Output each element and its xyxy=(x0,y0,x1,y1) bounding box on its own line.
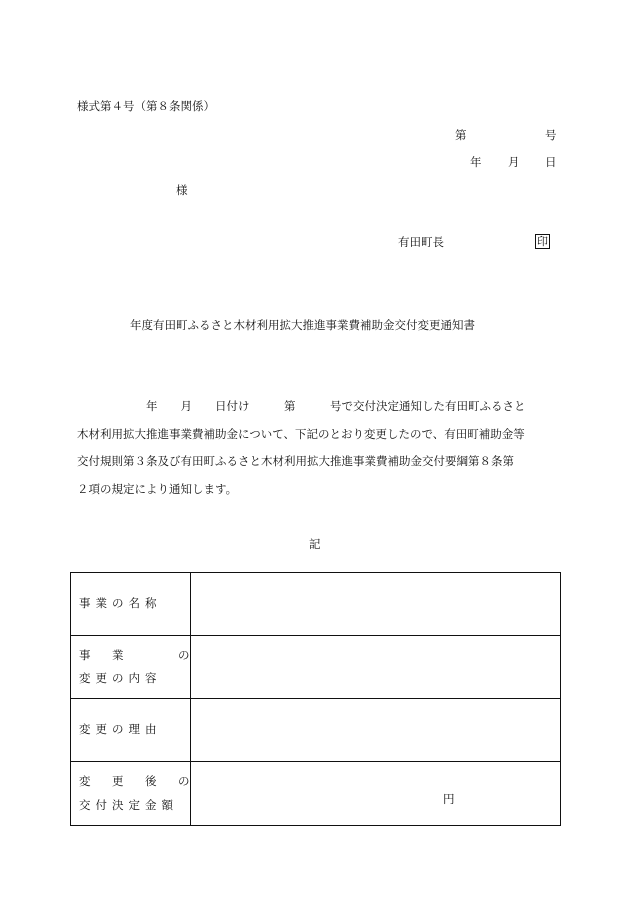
change-content-label xyxy=(71,636,195,699)
amount-label xyxy=(71,762,195,826)
document-title: 年度有田町ふるさと木材利用拡大推進事業費補助金交付変更通知書 xyxy=(130,318,475,332)
form-number: 様式第４号（第８条関係） xyxy=(77,99,215,113)
change-content-value xyxy=(191,636,561,699)
issuer-name: 有田町長 xyxy=(398,235,444,249)
detail-table xyxy=(70,572,561,826)
body-text-line: 木材利用拡大推進事業費補助金について、下記のとおり変更したので、有田町補助金等 xyxy=(77,427,525,441)
table-row xyxy=(71,573,561,636)
table-row xyxy=(71,699,561,762)
change-reason-label xyxy=(71,699,191,762)
seal-mark: 印 xyxy=(537,235,548,248)
body-text-line: 交付規則第３条及び有田町ふるさと木材利用拡大推進事業費補助金交付要綱第８条第 xyxy=(77,454,514,468)
ki-marker: 記 xyxy=(309,537,321,551)
label-line: 変更の理由 xyxy=(79,722,162,737)
change-reason-value xyxy=(191,699,561,762)
date-day-label: 日 xyxy=(545,155,557,169)
label-line: 変 更 後 の xyxy=(79,774,195,788)
label-line: 交付決定金額 xyxy=(79,797,178,812)
date-month-label: 月 xyxy=(508,155,520,169)
label-line: 事 業 の xyxy=(79,647,195,662)
body-text-line: 年 月 日付け 第 号で交付決定通知した有田町ふるさと xyxy=(77,399,526,413)
table-row xyxy=(71,762,561,826)
yen-unit: 円 xyxy=(443,792,455,806)
project-name-label xyxy=(71,573,191,636)
document-number-prefix: 第 xyxy=(455,128,467,142)
document-number-suffix: 号 xyxy=(545,128,557,142)
label-line: 変更の内容 xyxy=(79,671,162,685)
amount-value xyxy=(191,762,561,826)
body-text-line: ２項の規定により通知します。 xyxy=(77,482,238,496)
table-row xyxy=(71,636,561,699)
project-name-value xyxy=(191,573,561,636)
date-year-label: 年 xyxy=(470,155,482,169)
recipient-honorific: 様 xyxy=(176,183,188,197)
label-line: 事業の名称 xyxy=(79,596,162,611)
